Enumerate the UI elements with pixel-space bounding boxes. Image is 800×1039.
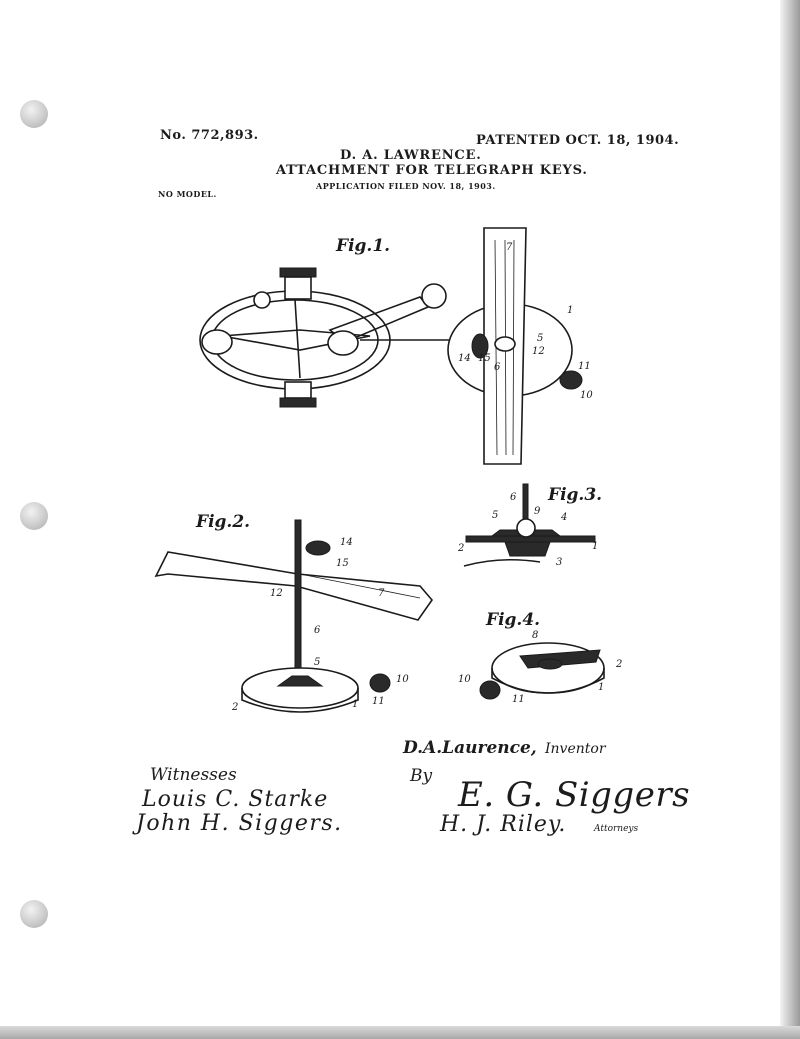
fig1-stem-top	[495, 337, 515, 351]
fig2-ref-14: 14	[340, 537, 353, 548]
fig1-screw-bottom	[285, 382, 311, 398]
fig1-post-right	[328, 331, 358, 355]
fig1-ref-12: 12	[532, 346, 545, 357]
fig4-ref-10: 10	[458, 674, 471, 685]
fig1-thumbscrew-lower	[560, 371, 582, 389]
attorney-role: Attorneys	[594, 824, 639, 834]
fig3-ref-1: 1	[592, 541, 599, 552]
fig4-ref-2: 2	[616, 659, 623, 670]
fig2-ref-11: 11	[372, 696, 385, 707]
fig1-ref-14: 14	[458, 353, 471, 364]
fig1-bearing	[254, 292, 270, 308]
fig3-label: Fig.3.	[548, 485, 603, 505]
fig2-ref-1: 1	[352, 699, 359, 710]
fig4-ref-11: 11	[512, 694, 525, 705]
fig3-key-lever	[464, 560, 540, 566]
fig1-ref-11: 11	[578, 361, 591, 372]
fig4-ref-8: 8	[532, 630, 539, 641]
patent-title: ATTACHMENT FOR TELEGRAPH KEYS.	[276, 163, 588, 178]
fig3-ref-6: 6	[510, 492, 517, 503]
inventor-signature: D.A.Laurence,	[403, 738, 537, 758]
fig1-ref-7: 7	[506, 242, 513, 253]
fig1-screw-top	[285, 277, 311, 299]
fig1-knob	[422, 284, 446, 308]
fig1-post-left	[202, 330, 232, 354]
fig2-label: Fig.2.	[196, 512, 251, 532]
fig1-screw-bottom-head	[280, 398, 316, 407]
attorney-2-signature: H. J. Riley.	[440, 812, 567, 837]
figure-1	[200, 228, 593, 464]
fig3-clamp	[505, 542, 550, 556]
attorney-1-signature: E. G. Siggers	[458, 775, 691, 815]
fig3-ref-2: 2	[458, 543, 465, 554]
fig2-ref-12: 12	[270, 588, 283, 599]
fig1-ref-1: 1	[567, 305, 574, 316]
figure-4	[458, 610, 622, 705]
fig1-ref-6: 6	[494, 362, 501, 373]
fig1-ref-15: 15	[478, 353, 491, 364]
fig1-screw-top-head	[280, 268, 316, 277]
fig4-ref-1: 1	[598, 682, 605, 693]
witness-1-signature: Louis C. Starke	[142, 787, 329, 812]
patent-number: No. 772,893.	[160, 128, 259, 143]
fig3-ref-5: 5	[492, 510, 499, 521]
witnesses-label: Witnesses	[150, 765, 237, 785]
fig4-recess	[538, 659, 562, 669]
inventor-role: Inventor	[545, 741, 606, 757]
fig1-label: Fig.1.	[336, 236, 391, 256]
witness-2-signature: John H. Siggers.	[136, 811, 343, 836]
by-label: By	[410, 766, 433, 786]
fig4-thumbscrew	[480, 681, 500, 699]
figure-2	[156, 512, 432, 713]
fig3-ball	[517, 519, 535, 537]
fig2-ref-7: 7	[378, 588, 385, 599]
fig2-thumbscrew-lower	[370, 674, 390, 692]
fig2-thumbscrew-upper	[306, 541, 330, 555]
fig3-ref-4: 4	[561, 512, 568, 523]
application-filed: APPLICATION FILED NOV. 18, 1903.	[316, 181, 496, 191]
fig3-ref-3: 3	[556, 557, 563, 568]
scan-edge-bottom	[0, 1026, 800, 1039]
figure-3	[457, 484, 602, 568]
fig2-ref-15: 15	[336, 558, 349, 569]
fig2-disc-top	[242, 668, 358, 708]
fig3-ref-9: 9	[534, 506, 541, 517]
fig1-pivot-bar	[295, 300, 300, 378]
patent-date: PATENTED OCT. 18, 1904.	[476, 133, 680, 148]
fig2-post	[295, 520, 301, 688]
fig2-paddle	[156, 552, 432, 620]
fig2-ref-5: 5	[314, 657, 321, 668]
scan-edge-right	[780, 0, 800, 1039]
fig2-ref-2: 2	[232, 702, 239, 713]
fig4-label: Fig.4.	[486, 610, 541, 630]
fig3-disc-section	[466, 536, 595, 542]
fig2-ref-6: 6	[314, 625, 321, 636]
model-note: NO MODEL.	[158, 189, 217, 199]
fig1-ref-10: 10	[580, 390, 593, 401]
inventor-name: D. A. LAWRENCE.	[340, 148, 482, 163]
fig2-ref-10: 10	[396, 674, 409, 685]
fig1-ref-5: 5	[537, 333, 544, 344]
